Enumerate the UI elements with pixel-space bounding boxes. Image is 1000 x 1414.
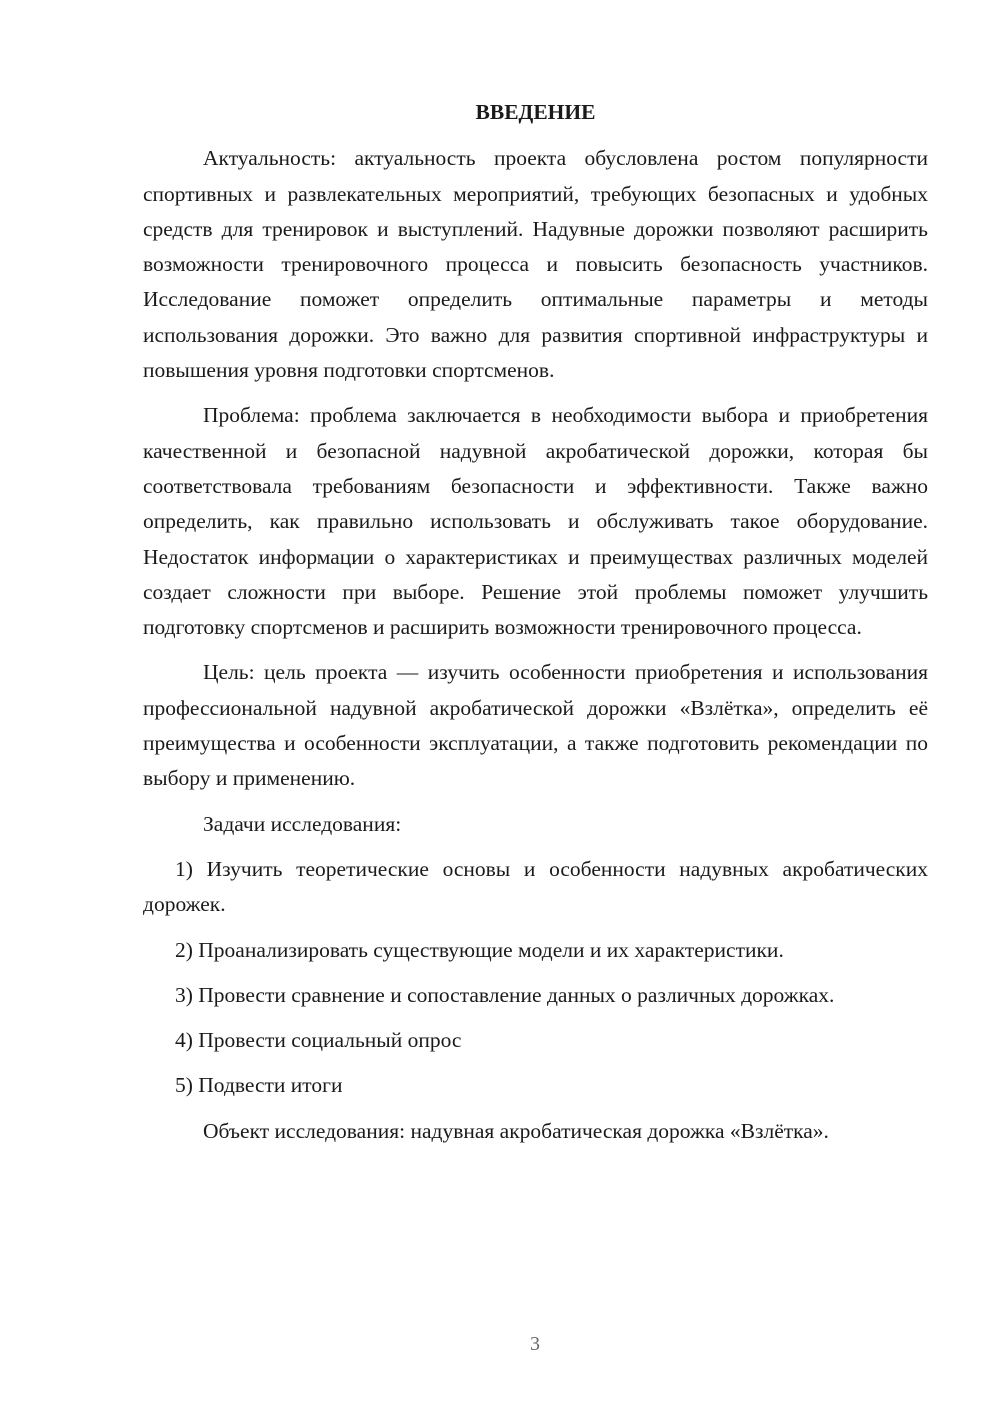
task-item: 4) Провести социальный опрос xyxy=(175,1028,462,1053)
object-paragraph: Объект исследования: надувная акробатическая дорожка «Взлётка». xyxy=(203,1118,829,1143)
task-item: 3) Провести сравнение и сопоставление данных о различных дорожках. xyxy=(175,982,835,1007)
document-page xyxy=(143,95,928,1149)
task-item: 1) Изучить теоретические основы и особенности надувных акробатических дорожек. xyxy=(143,856,928,917)
relevance-paragraph: Актуальность: актуальность проекта обусловлена ростом популярности спортивных и развлекательных мероприятий, требующих безопасных и удобных средств для тренировок и выступлений. Надувные дорожки позволяют расширить возможности тренировочного процесса и повысить безопасность участников. Исследование поможет определить оптимальные параметры и методы использования дорожки. Это важно для развития спортивной инфраструктуры и повышения уровня подготовки спортсменов. xyxy=(143,146,928,383)
goal-paragraph: Цель: цель проекта — изучить особенности приобретения и использования профессиональной надувной акробатической дорожки «Взлётка», определить её преимущества и особенности эксплуатации, а также подготовить рекомендации по выбору и применению. xyxy=(143,660,928,791)
task-item: 5) Подвести итоги xyxy=(175,1073,343,1098)
page-number: 3 xyxy=(530,1333,540,1355)
tasks-heading: Задачи исследования: xyxy=(203,811,402,836)
problem-paragraph: Проблема: проблема заключается в необходимости выбора и приобретения качественной и безопасной надувной акробатической дорожки, которая бы соответствовала требованиям безопасности и эффективности. Также важно определить, как правильно использовать и обслуживать такое оборудование. Недостаток информации о характеристиках и преимуществах различных моделей создает сложности при выборе. Решение этой проблемы поможет улучшить подготовку спортсменов и расширить возможности тренировочного процесса. xyxy=(143,403,928,640)
section-heading: ВВЕДЕНИЕ xyxy=(475,100,596,124)
task-item: 2) Проанализировать существующие модели и их характеристики. xyxy=(175,937,784,962)
